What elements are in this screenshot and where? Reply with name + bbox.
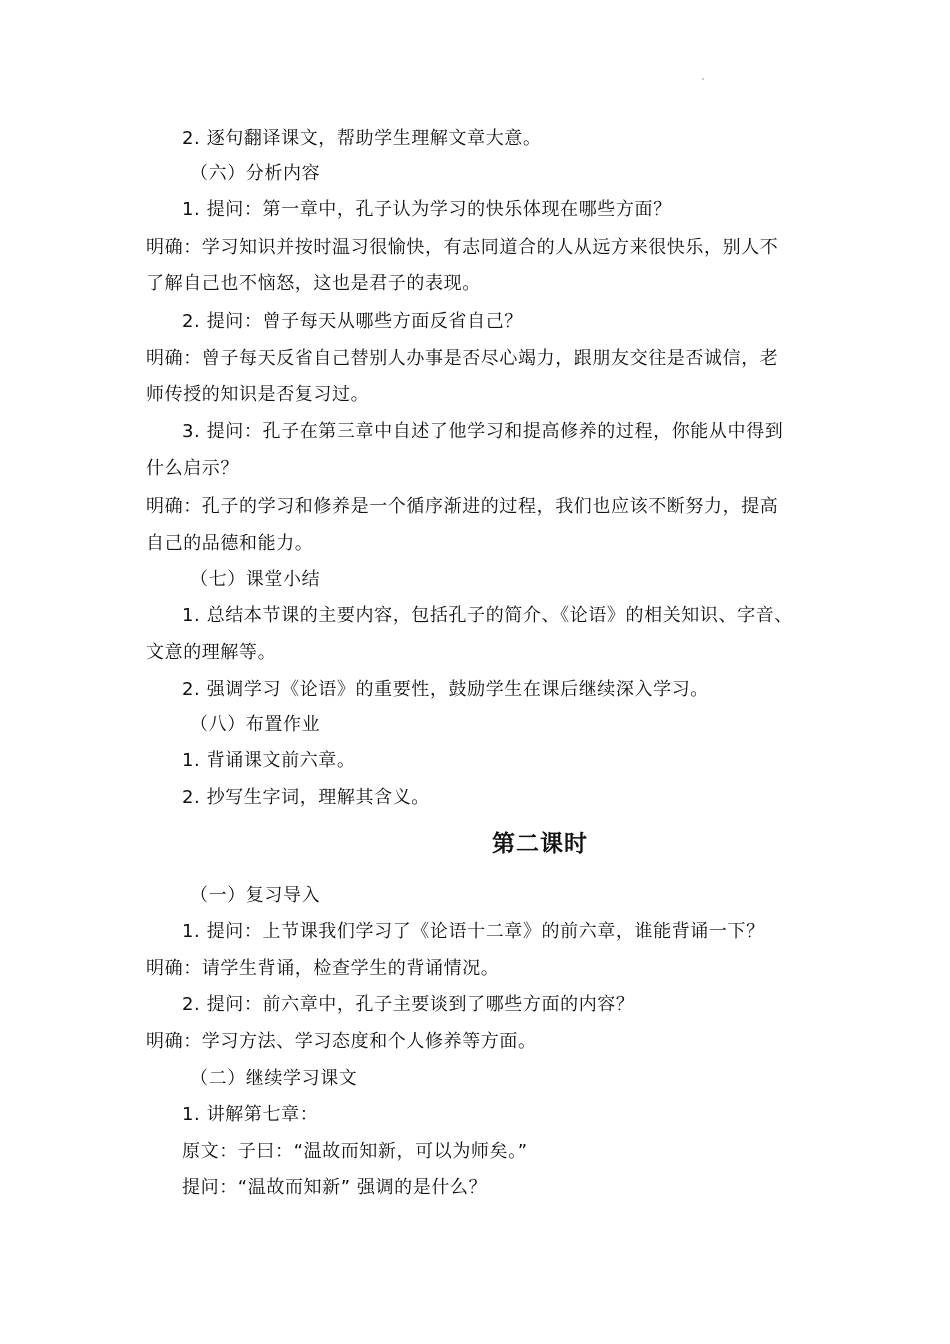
answer-line: 明确：孔子的学习和修养是一个循序渐进的过程，我们也应该不断努力，提高 xyxy=(146,496,779,517)
question-line: 1. 提问：第一章中，孔子认为学习的快乐体现在哪些方面？ xyxy=(182,199,672,220)
paragraph-line: 2. 强调学习《论语》的重要性，鼓励学生在课后继续深入学习。 xyxy=(182,679,709,700)
question-line: 2. 提问：曾子每天从哪些方面反省自己？ xyxy=(182,311,523,332)
paragraph-line: 2. 抄写生字词，理解其含义。 xyxy=(182,787,430,808)
section-heading: （八）布置作业 xyxy=(190,714,321,735)
paragraph-line: 2. 逐句翻译课文，帮助学生理解文章大意。 xyxy=(182,128,542,149)
answer-line: 了解自己也不恼怒，这也是君子的表现。 xyxy=(146,273,481,294)
answer-line: 师传授的知识是否复习过。 xyxy=(146,384,370,405)
paragraph-line: 文意的理解等。 xyxy=(146,642,277,663)
section-heading: （六）分析内容 xyxy=(190,163,321,184)
page-mark xyxy=(702,78,704,80)
question-line: 提问：“温故而知新” 强调的是什么？ xyxy=(182,1177,488,1198)
question-line: 1. 提问：上节课我们学习了《论语十二章》的前六章，谁能背诵一下？ xyxy=(182,921,765,942)
answer-line: 明确：学习知识并按时温习很愉快，有志同道合的人从远方来很快乐，别人不 xyxy=(146,237,779,258)
section-heading: （二）继续学习课文 xyxy=(190,1068,358,1089)
paragraph-line: 1. 背诵课文前六章。 xyxy=(182,750,356,771)
answer-line: 明确：请学生背诵，检查学生的背诵情况。 xyxy=(146,958,500,979)
answer-line: 明确：曾子每天反省自己替别人办事是否尽心竭力，跟朋友交往是否诚信，老 xyxy=(146,348,779,369)
quote-line: 原文：子曰：“温故而知新，可以为师矣。” xyxy=(182,1141,528,1162)
paragraph-line: 1. 讲解第七章： xyxy=(182,1104,319,1125)
section-heading: （七）课堂小结 xyxy=(190,569,321,590)
answer-line: 自己的品德和能力。 xyxy=(146,533,314,554)
question-line: 2. 提问：前六章中，孔子主要谈到了哪些方面的内容？ xyxy=(182,994,635,1015)
question-line: 什么启示？ xyxy=(146,458,239,479)
section-heading: （一）复习导入 xyxy=(190,885,321,906)
answer-line: 明确：学习方法、学习态度和个人修养等方面。 xyxy=(146,1031,537,1052)
paragraph-line: 1. 总结本节课的主要内容，包括孔子的简介、《论语》的相关知识、字音、 xyxy=(182,605,793,626)
lesson-heading: 第二课时 xyxy=(492,831,588,857)
question-line: 3. 提问：孔子在第三章中自述了他学习和提高修养的过程，你能从中得到 xyxy=(182,421,784,442)
